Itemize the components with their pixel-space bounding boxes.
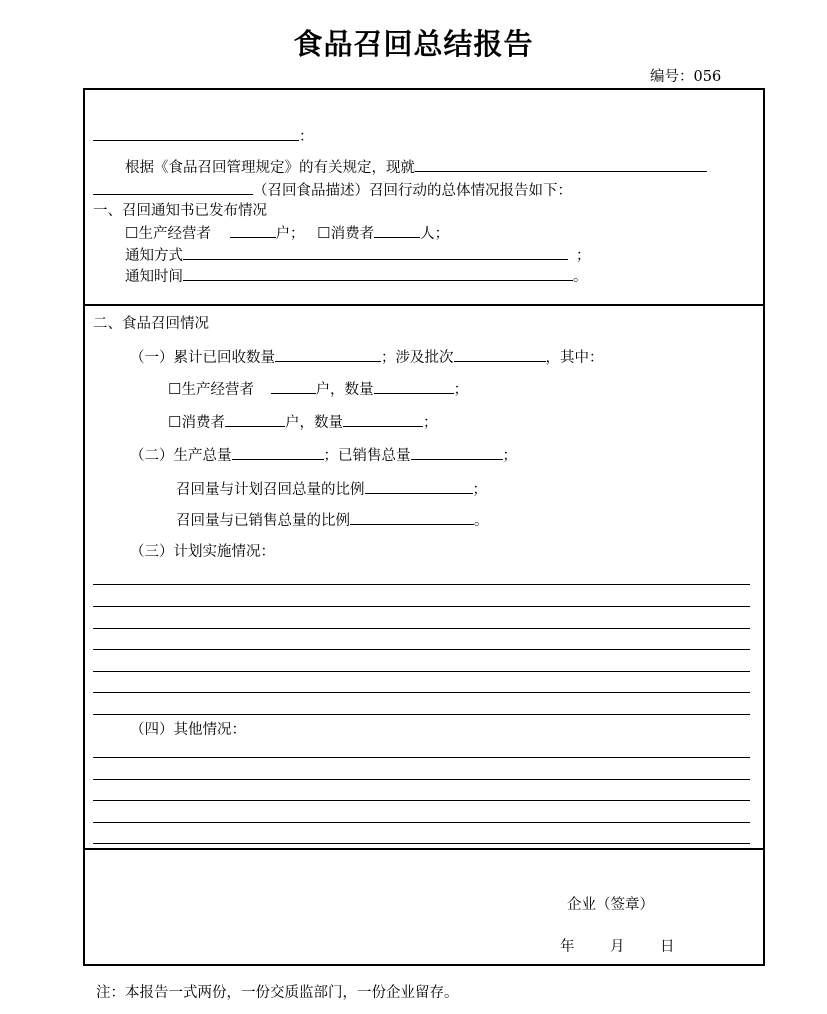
notice-method-field[interactable] — [183, 245, 568, 260]
other-writing-line[interactable] — [93, 757, 750, 758]
notice-time-field[interactable] — [183, 266, 573, 281]
producer-checkbox[interactable]: ☐ — [125, 224, 139, 242]
consumer-recovery-count-field[interactable] — [225, 412, 285, 427]
other-writing-line[interactable] — [93, 822, 750, 823]
footnote: 注：本报告一式两份，一份交质监部门，一份企业留存。 — [96, 985, 459, 1001]
producer-count-field[interactable] — [230, 223, 276, 238]
recall-subject-field[interactable] — [415, 157, 707, 172]
other-writing-line[interactable] — [93, 779, 750, 780]
serial-number: 编号：056 — [650, 69, 722, 85]
other-writing-line[interactable] — [93, 800, 750, 801]
notice-method-line: 通知方式 ； — [125, 245, 591, 265]
recovered-quantity-line: （一）累计已回收数量 ；涉及批次 ，其中： — [130, 347, 604, 367]
plan-writing-line[interactable] — [93, 628, 750, 629]
consumer-recovery-qty-field[interactable] — [343, 412, 423, 427]
ratio-sales-field[interactable] — [350, 510, 474, 525]
section-divider-1 — [83, 304, 765, 306]
date-day-label: 日 — [660, 939, 675, 955]
producer-recovery-count-field[interactable] — [271, 379, 316, 394]
addressee-field[interactable] — [93, 126, 299, 141]
notice-recipients-line: ☐生产经营者 户； ☐消费者 人； — [125, 224, 450, 242]
other-situation-label: （四）其他情况： — [130, 722, 246, 738]
sales-total-field[interactable] — [411, 445, 503, 460]
producer-recovery-checkbox[interactable]: ☐ — [168, 380, 182, 398]
consumer-count-field[interactable] — [374, 223, 420, 238]
report-title: 食品召回总结报告 — [293, 27, 534, 61]
ratio-plan-field[interactable] — [365, 479, 473, 494]
food-description-field[interactable] — [93, 180, 253, 195]
ratio-plan-line: 召回量与计划召回总量的比例 ； — [176, 479, 487, 499]
plan-writing-line[interactable] — [93, 671, 750, 672]
production-sales-line: （二）生产总量 ；已销售总量 ； — [130, 445, 517, 465]
consumer-recovery-line: ☐消费者 户，数量 ； — [168, 413, 438, 431]
other-writing-line[interactable] — [93, 843, 750, 844]
company-seal-label: 企业（签章） — [567, 897, 654, 913]
date-month-label: 月 — [610, 939, 625, 955]
intro-line-1: 根据《食品召回管理规定》的有关规定，现就 — [125, 157, 707, 177]
recovered-quantity-field[interactable] — [275, 347, 381, 362]
consumer-checkbox[interactable]: ☐ — [317, 224, 331, 242]
section2-heading: 二、食品召回情况 — [93, 316, 209, 332]
section1-heading: 一、召回通知书已发布情况 — [93, 203, 267, 219]
intro-line-2: （召回食品描述）召回行动的总体情况报告如下： — [93, 180, 572, 200]
ratio-sales-line: 召回量与已销售总量的比例 。 — [176, 510, 489, 530]
notice-time-line: 通知时间 。 — [125, 266, 588, 286]
plan-writing-line[interactable] — [93, 649, 750, 650]
production-total-field[interactable] — [232, 445, 324, 460]
batch-count-field[interactable] — [454, 347, 546, 362]
plan-writing-line[interactable] — [93, 584, 750, 585]
date-year-label: 年 — [560, 939, 575, 955]
addressee-line: ： — [93, 126, 314, 146]
plan-writing-line[interactable] — [93, 606, 750, 607]
section-divider-2 — [83, 848, 765, 850]
plan-writing-line[interactable] — [93, 692, 750, 693]
plan-implementation-label: （三）计划实施情况： — [130, 544, 275, 560]
plan-writing-line[interactable] — [93, 714, 750, 715]
producer-recovery-qty-field[interactable] — [374, 379, 454, 394]
producer-recovery-line: ☐生产经营者 户，数量 ； — [168, 380, 469, 398]
consumer-recovery-checkbox[interactable]: ☐ — [168, 413, 182, 431]
